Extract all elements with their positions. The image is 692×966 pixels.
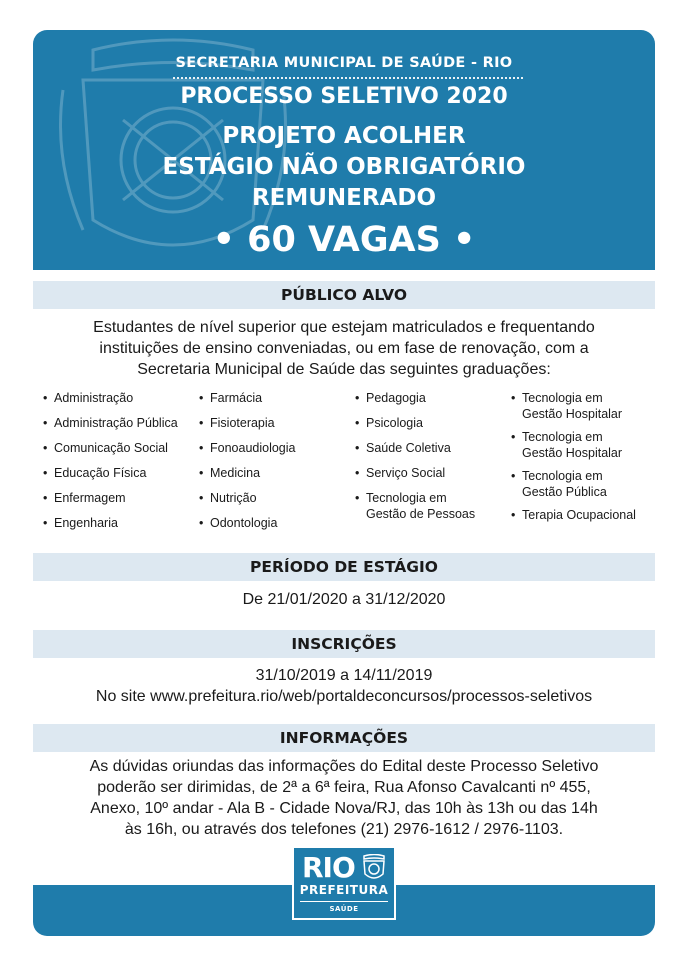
poster [33, 30, 655, 936]
bullet-icon: • [199, 491, 204, 505]
project-line: ESTÁGIO NÃO OBRIGATÓRIO [162, 154, 526, 180]
logo-prefeitura-text: PREFEITURA [299, 883, 389, 897]
section-heading-inscricoes: INSCRIÇÕES [33, 630, 655, 658]
course-item [43, 465, 178, 481]
section-heading-informacoes: INFORMAÇÕES [33, 724, 655, 752]
bullet-icon: • [511, 391, 516, 405]
section-heading-periodo: PERÍODO DE ESTÁGIO [33, 553, 655, 581]
text-line: Estudantes de nível superior que estejam matriculados e frequentando [93, 319, 595, 336]
inscricoes-text [33, 665, 655, 707]
project-title [33, 121, 655, 214]
bullet-icon: • [43, 516, 48, 530]
course-label: Psicologia [366, 416, 423, 430]
header-banner [33, 30, 655, 270]
course-label: Nutrição [210, 491, 257, 505]
course-item [355, 465, 475, 481]
bullet-icon: • [511, 508, 516, 522]
logo-divider [300, 901, 388, 902]
course-item [355, 440, 475, 456]
course-item [43, 415, 178, 431]
inscricoes-dates: 31/10/2019 a 14/11/2019 [255, 667, 433, 684]
course-label: Medicina [210, 466, 261, 480]
courses-column-1 [43, 390, 178, 540]
logo-rio-text: RIO [302, 851, 355, 884]
bullet-icon: • [43, 416, 48, 430]
bullet-icon: • [199, 516, 204, 530]
bullet-icon: • [355, 466, 360, 480]
course-item [355, 415, 475, 431]
bullet-icon: • [199, 466, 204, 480]
course-label: Farmácia [210, 391, 263, 405]
org-name: SECRETARIA MUNICIPAL DE SAÚDE - RIO [175, 55, 513, 71]
course-label: Comunicação Social [54, 441, 168, 455]
dotted-divider [173, 77, 523, 79]
publico-alvo-text [33, 317, 655, 380]
course-item [355, 390, 475, 406]
inscricoes-site: No site www.prefeitura.rio/web/portaldeconcursos/processos-seletivos [95, 688, 593, 705]
course-label: Fonoaudiologia [210, 441, 296, 455]
course-item [43, 515, 178, 531]
process-title: PROCESSO SELETIVO 2020 [180, 84, 508, 109]
bullet-icon: • [355, 416, 360, 430]
vagas-count: • 60 VAGAS • [212, 220, 476, 260]
text-line: Secretaria Municipal de Saúde das seguintes graduações: [137, 361, 551, 378]
course-label: Gestão de Pessoas [366, 507, 476, 521]
course-item [199, 465, 296, 481]
course-label: Serviço Social [366, 466, 446, 480]
course-label: Gestão Hospitalar [522, 446, 623, 460]
course-label: Saúde Coletiva [366, 441, 451, 455]
text-line: instituições de ensino conveniadas, ou em fase de renovação, com a [99, 340, 589, 357]
course-item [511, 468, 636, 500]
course-label: Educação Física [54, 466, 147, 480]
course-label: Terapia Ocupacional [522, 508, 636, 522]
course-label: Tecnologia em [522, 430, 603, 444]
logo-saude-text: SAÚDE [329, 905, 359, 913]
text-line: às 16h, ou através dos telefones (21) 2976-1612 / 2976-1103. [124, 821, 564, 838]
bullet-icon: • [43, 466, 48, 480]
bullet-icon: • [199, 416, 204, 430]
bullet-icon: • [199, 441, 204, 455]
course-item [199, 490, 296, 506]
course-item [199, 440, 296, 456]
course-label: Tecnologia em [522, 391, 603, 405]
bullet-icon: • [43, 441, 48, 455]
course-item [199, 515, 296, 531]
rio-prefeitura-logo [292, 846, 396, 920]
course-item [43, 490, 178, 506]
course-item [199, 390, 296, 406]
course-label: Pedagogia [366, 391, 426, 405]
course-label: Odontologia [210, 516, 278, 530]
section-heading-publico-alvo: PÚBLICO ALVO [33, 281, 655, 309]
project-line: PROJETO ACOLHER [222, 123, 466, 149]
course-label: Administração [54, 391, 134, 405]
bullet-icon: • [43, 491, 48, 505]
course-item [43, 390, 178, 406]
text-line: As dúvidas oriundas das informações do Edital deste Processo Seletivo [89, 758, 599, 775]
course-item [199, 415, 296, 431]
periodo-text: De 21/01/2020 a 31/12/2020 [242, 591, 446, 608]
text-line: poderão ser dirimidas, de 2ª a 6ª feira, Rua Afonso Cavalcanti nº 455, [97, 779, 591, 796]
bullet-icon: • [511, 430, 516, 444]
bullet-icon: • [43, 391, 48, 405]
courses-column-3 [355, 390, 475, 529]
course-item [511, 390, 636, 422]
course-item [511, 429, 636, 461]
course-label: Tecnologia em [366, 491, 447, 505]
bullet-icon: • [355, 491, 360, 505]
course-label: Administração Pública [54, 416, 178, 430]
course-label: Engenharia [54, 516, 118, 530]
project-line: REMUNERADO [251, 185, 437, 211]
course-item [355, 490, 475, 522]
informacoes-text [33, 756, 655, 840]
bullet-icon: • [511, 469, 516, 483]
course-label: Gestão Pública [522, 485, 607, 499]
bullet-icon: • [355, 391, 360, 405]
course-item [43, 440, 178, 456]
course-label: Tecnologia em [522, 469, 603, 483]
bullet-icon: • [199, 391, 204, 405]
course-label: Fisioterapia [210, 416, 275, 430]
course-item [511, 507, 636, 523]
course-label: Gestão Hospitalar [522, 407, 623, 421]
text-line: Anexo, 10º andar - Ala B - Cidade Nova/RJ, das 10h às 13h ou das 14h [90, 800, 598, 817]
city-crest-icon [361, 854, 387, 882]
courses-column-2 [199, 390, 296, 540]
bullet-icon: • [355, 441, 360, 455]
courses-column-4 [511, 390, 636, 532]
course-label: Enfermagem [54, 491, 126, 505]
